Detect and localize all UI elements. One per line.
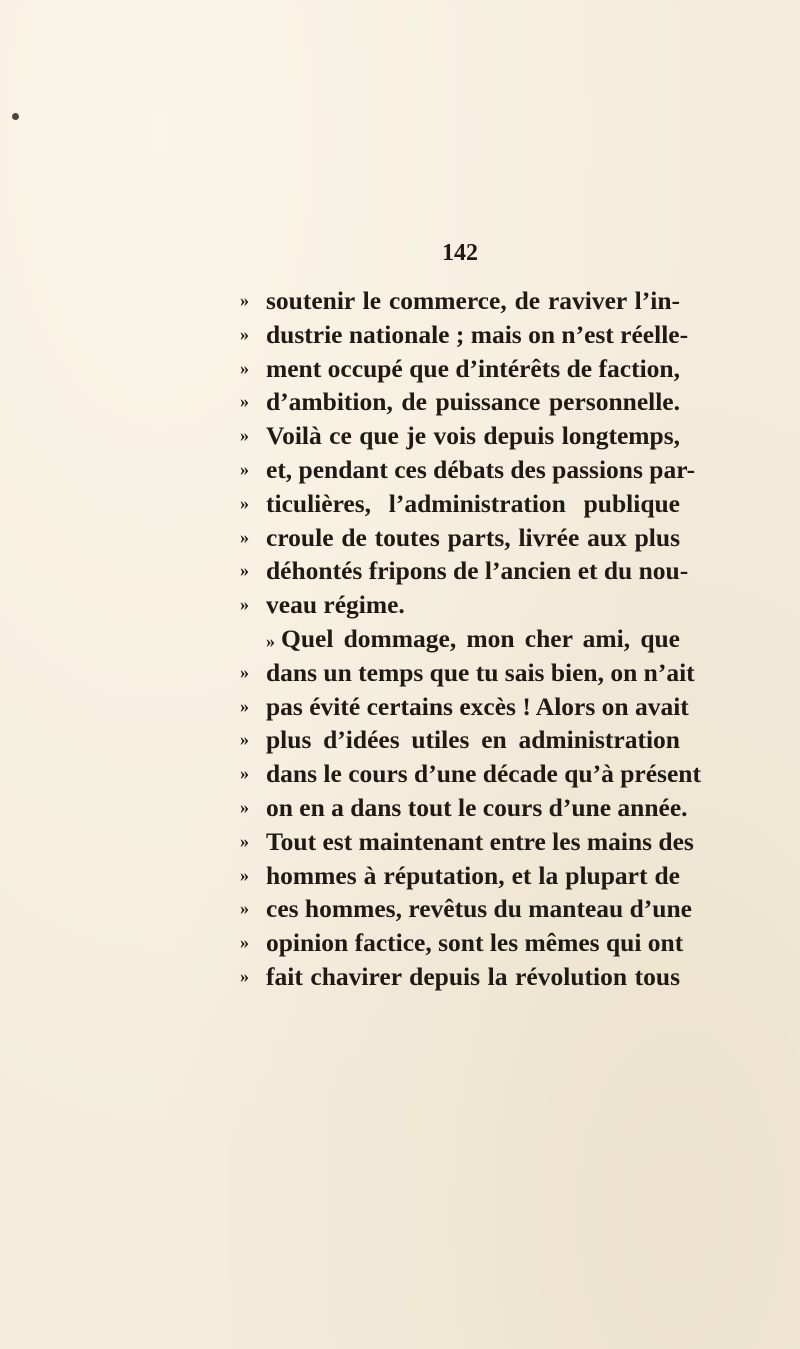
page-number: 142 xyxy=(442,240,478,266)
text-line xyxy=(240,690,689,724)
quote-mark: » xyxy=(240,965,249,986)
text-line xyxy=(240,656,695,690)
quote-mark: » xyxy=(240,729,249,750)
line-text: plus d’idées utiles en administration xyxy=(266,725,680,755)
quote-mark: » xyxy=(240,932,249,953)
quote-mark: » xyxy=(240,391,249,412)
quote-mark: » xyxy=(266,630,275,651)
quote-mark: » xyxy=(240,357,249,378)
line-text: Voilà ce que je vois depuis longtemps, xyxy=(266,421,680,451)
text-line xyxy=(240,757,701,791)
quote-mark: » xyxy=(240,763,249,784)
line-text: Tout est maintenant entre les mains des xyxy=(266,826,694,856)
text-line xyxy=(240,419,680,453)
text-line xyxy=(240,318,689,352)
text-line xyxy=(240,385,680,419)
text-line xyxy=(240,926,684,960)
text-line xyxy=(240,622,680,656)
line-text: dans un temps que tu sais bien, on n’ait xyxy=(266,657,695,687)
text-line xyxy=(240,723,680,757)
line-text: d’ambition, de puissance personnelle. xyxy=(266,387,680,417)
ink-speck xyxy=(12,113,19,120)
quote-mark: » xyxy=(240,290,249,310)
text-line xyxy=(240,859,680,893)
line-text-inner: Quel dommage, mon cher ami, que xyxy=(281,623,680,653)
body-text xyxy=(240,284,701,994)
line-text: croule de toutes parts, livrée aux plus xyxy=(266,522,680,552)
quote-mark: » xyxy=(240,458,249,479)
line-text xyxy=(240,622,680,656)
text-line xyxy=(240,825,694,859)
quote-mark: » xyxy=(240,695,249,716)
quote-mark: » xyxy=(240,425,249,446)
text-line xyxy=(240,352,680,386)
text-line xyxy=(240,791,688,825)
line-text: ticulières, l’administration publique xyxy=(266,488,680,518)
line-text: on en a dans tout le cours d’une année. xyxy=(266,792,688,822)
line-text: pas évité certains excès ! Alors on avait xyxy=(266,691,689,721)
text-line xyxy=(240,588,680,622)
line-text: et, pendant ces débats des passions par- xyxy=(266,454,696,484)
text-line xyxy=(240,284,680,318)
text-line xyxy=(240,487,680,521)
quote-mark: » xyxy=(240,526,249,547)
line-text: ces hommes, revêtus du manteau d’une xyxy=(266,894,692,924)
quote-mark: » xyxy=(240,830,249,851)
line-text: fait chavirer depuis la révolution tous xyxy=(266,961,680,991)
line-text: dans le cours d’une décade qu’à présent xyxy=(266,759,701,789)
line-text: ment occupé que d’intérêts de faction, xyxy=(266,353,680,383)
line-text: dustrie nationale ; mais on n’est réelle- xyxy=(266,319,689,349)
line-text: opinion factice, sont les mêmes qui ont xyxy=(266,928,684,958)
text-line xyxy=(240,892,692,926)
quote-mark: » xyxy=(240,864,249,885)
line-text: hommes à réputation, et la plupart de xyxy=(266,860,680,890)
quote-mark: » xyxy=(240,661,249,682)
quote-mark: » xyxy=(240,492,249,513)
quote-mark: » xyxy=(240,560,249,581)
text-line xyxy=(240,554,689,588)
line-text: veau régime. xyxy=(266,590,405,620)
quote-mark: » xyxy=(240,796,249,817)
text-line xyxy=(240,453,696,487)
line-text: déhontés fripons de l’ancien et du nou- xyxy=(266,556,689,586)
line-text: soutenir le commerce, de raviver l’in- xyxy=(266,286,680,315)
quote-mark: » xyxy=(240,594,249,615)
quote-mark: » xyxy=(240,898,249,919)
quote-mark: » xyxy=(240,323,249,344)
text-line xyxy=(240,521,680,555)
text-line xyxy=(240,960,680,994)
